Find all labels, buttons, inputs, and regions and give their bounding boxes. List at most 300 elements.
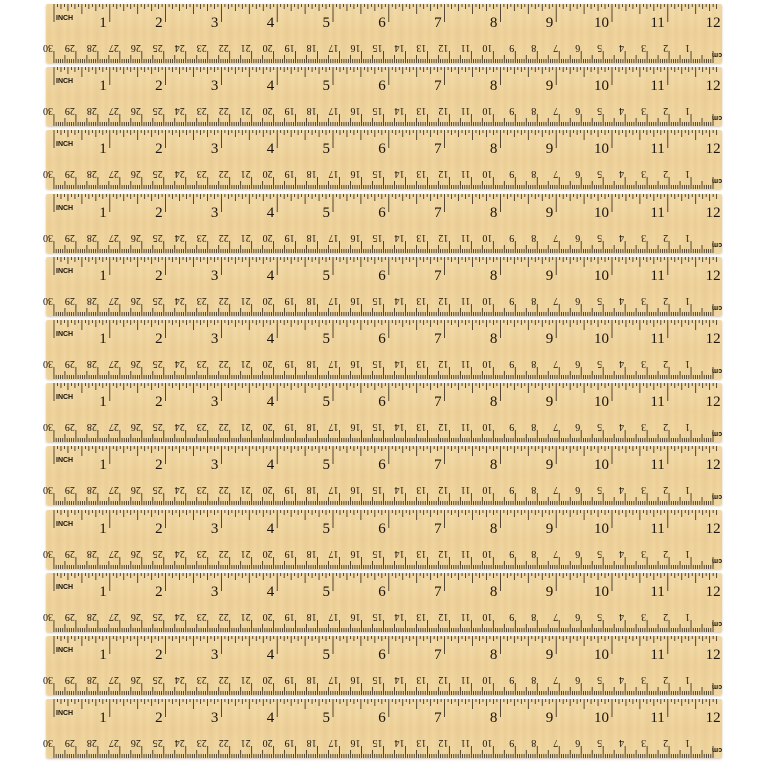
cm-number-label: 9 (509, 105, 515, 117)
cm-number-label: 10 (482, 737, 493, 749)
cm-number-label: 13 (416, 294, 427, 306)
cm-number-label: 5 (597, 421, 603, 433)
ruler-scale (42, 4, 723, 63)
cm-number-label: 4 (619, 484, 625, 496)
cm-number-label: 20 (262, 105, 273, 117)
cm-number-label: 28 (86, 105, 97, 117)
cm-number-label: 20 (262, 484, 273, 496)
cm-number-label: 14 (394, 484, 405, 496)
inch-unit-label: INCH (56, 331, 74, 338)
cm-number-label: 26 (130, 105, 141, 117)
cm-number-label: 30 (42, 421, 53, 433)
cm-number-label: 21 (240, 737, 251, 749)
inch-number-label: 6 (378, 141, 386, 158)
cm-number-label: 20 (262, 358, 273, 369)
cm-number-label: 28 (86, 42, 97, 53)
cm-number-label: 30 (42, 168, 53, 180)
cm-number-label: 14 (394, 42, 405, 53)
inch-number-label: 9 (545, 583, 554, 600)
cm-number-label: 27 (108, 421, 119, 433)
cm-number-label: 24 (174, 421, 185, 433)
cm-number-label: 30 (42, 42, 53, 53)
cm-number-label: 4 (619, 105, 625, 117)
cm-number-label: 17 (328, 105, 339, 117)
cm-number-label: 4 (619, 737, 625, 749)
inch-number-label: 6 (378, 331, 386, 347)
cm-number-label: 18 (306, 358, 317, 369)
cm-number-label: 11 (460, 168, 471, 180)
cm-number-label: 10 (482, 42, 493, 53)
cm-unit-label: cm (711, 493, 723, 501)
cm-number-label: 17 (328, 737, 339, 749)
cm-number-label: 19 (284, 42, 295, 53)
cm-number-label: 27 (108, 484, 119, 496)
inch-number-label: 4 (266, 331, 275, 347)
cm-number-label: 6 (575, 674, 581, 685)
cm-number-label: 10 (482, 484, 493, 496)
wooden-ruler (42, 636, 723, 695)
inch-number-label: 3 (210, 710, 219, 727)
cm-number-label: 11 (460, 484, 471, 496)
cm-unit-label: cm (711, 177, 723, 185)
inch-number-label: 11 (650, 141, 665, 158)
cm-number-label: 9 (509, 610, 515, 622)
inch-number-label: 2 (155, 710, 163, 727)
inch-number-label: 7 (434, 710, 442, 727)
cm-number-label: 27 (108, 737, 119, 749)
cm-number-label: 13 (416, 421, 427, 433)
cm-number-label: 5 (597, 294, 603, 306)
cm-number-label: 18 (306, 610, 317, 622)
cm-number-label: 23 (196, 294, 207, 306)
cm-number-label: 21 (240, 421, 251, 433)
cm-number-label: 19 (284, 358, 295, 369)
cm-number-label: 7 (553, 168, 559, 180)
cm-number-label: 13 (416, 168, 427, 180)
inch-number-label: 6 (378, 710, 386, 727)
cm-number-label: 18 (306, 168, 317, 180)
inch-number-label: 7 (434, 267, 442, 284)
cm-number-label: 29 (64, 105, 75, 117)
cm-number-label: 12 (438, 358, 449, 369)
inch-number-label: 12 (705, 331, 721, 347)
cm-number-label: 12 (438, 168, 449, 180)
cm-number-label: 22 (218, 610, 229, 622)
wooden-ruler (42, 383, 723, 442)
cm-number-label: 27 (108, 610, 119, 622)
cm-number-label: 12 (438, 105, 449, 117)
cm-number-label: 26 (130, 674, 141, 685)
inch-number-label: 10 (594, 331, 609, 347)
cm-number-label: 28 (86, 737, 97, 749)
cm-number-label: 20 (262, 294, 273, 306)
cm-number-label: 13 (416, 737, 427, 749)
inch-number-label: 8 (489, 15, 498, 31)
inch-number-label: 12 (705, 141, 721, 158)
wooden-ruler (42, 4, 723, 63)
cm-number-label: 17 (328, 294, 339, 306)
cm-number-label: 2 (663, 294, 669, 306)
cm-number-label: 12 (438, 610, 449, 622)
cm-number-label: 9 (509, 294, 515, 306)
cm-number-label: 10 (482, 547, 493, 559)
cm-number-label: 9 (509, 674, 515, 685)
inch-number-label: 10 (594, 710, 609, 727)
cm-number-label: 12 (438, 42, 449, 53)
cm-number-label: 1 (685, 42, 691, 53)
cm-number-label: 28 (86, 484, 97, 496)
cm-number-label: 10 (482, 105, 493, 117)
cm-number-label: 7 (553, 294, 559, 306)
inch-unit-label: INCH (56, 394, 74, 402)
cm-number-label: 11 (460, 610, 471, 622)
inch-number-label: 2 (155, 520, 163, 537)
cm-number-label: 30 (42, 294, 53, 306)
cm-number-label: 17 (328, 168, 339, 180)
cm-number-label: 7 (553, 610, 559, 622)
inch-number-label: 5 (322, 331, 330, 347)
inch-number-label: 8 (489, 331, 498, 347)
cm-number-label: 27 (108, 294, 119, 306)
cm-number-label: 18 (306, 674, 317, 685)
inch-number-label: 1 (99, 457, 107, 474)
cm-number-label: 25 (152, 674, 163, 685)
cm-number-label: 7 (553, 547, 559, 559)
cm-number-label: 5 (597, 610, 603, 622)
cm-number-label: 23 (196, 168, 207, 180)
cm-number-label: 6 (575, 737, 581, 749)
inch-number-label: 8 (489, 141, 498, 158)
cm-number-label: 14 (394, 168, 405, 180)
inch-unit-label: INCH (56, 78, 74, 86)
cm-number-label: 30 (42, 105, 53, 117)
cm-number-label: 18 (306, 42, 317, 53)
cm-number-label: 11 (460, 674, 471, 685)
cm-number-label: 5 (597, 105, 603, 117)
cm-number-label: 24 (174, 547, 185, 559)
inch-number-label: 12 (705, 394, 721, 411)
cm-number-label: 10 (482, 168, 493, 180)
cm-number-label: 28 (86, 421, 97, 433)
inch-unit-label: INCH (56, 710, 74, 718)
cm-number-label: 26 (130, 610, 141, 622)
cm-number-label: 21 (240, 294, 251, 306)
cm-number-label: 2 (663, 610, 669, 622)
cm-number-label: 14 (394, 610, 405, 622)
cm-number-label: 11 (460, 421, 471, 433)
cm-number-label: 22 (218, 674, 229, 685)
cm-number-label: 28 (86, 294, 97, 306)
cm-number-label: 16 (350, 105, 361, 117)
ruler-scale (42, 510, 723, 569)
inch-number-label: 4 (266, 710, 275, 727)
cm-number-label: 4 (619, 42, 625, 53)
cm-number-label: 5 (597, 737, 603, 749)
inch-number-label: 9 (545, 457, 554, 474)
cm-number-label: 21 (240, 105, 251, 117)
cm-number-label: 22 (218, 168, 229, 180)
cm-number-label: 6 (575, 484, 581, 496)
cm-number-label: 11 (460, 737, 471, 749)
ruler-scale (42, 383, 723, 442)
cm-number-label: 16 (350, 737, 361, 749)
inch-number-label: 9 (545, 141, 554, 158)
inch-number-label: 10 (594, 78, 609, 95)
inch-number-label: 12 (705, 267, 721, 284)
inch-number-label: 1 (99, 647, 107, 663)
cm-number-label: 3 (641, 42, 647, 53)
inch-number-label: 2 (155, 15, 163, 31)
inch-number-label: 5 (322, 267, 330, 284)
cm-number-label: 29 (64, 547, 75, 559)
cm-number-label: 2 (663, 421, 669, 433)
cm-number-label: 28 (86, 674, 97, 685)
cm-number-label: 6 (575, 358, 581, 369)
cm-number-label: 22 (218, 484, 229, 496)
inch-number-label: 4 (266, 141, 275, 158)
cm-number-label: 3 (641, 737, 647, 749)
cm-number-label: 23 (196, 358, 207, 369)
inch-number-label: 3 (210, 394, 219, 411)
cm-number-label: 15 (372, 484, 383, 496)
inch-number-label: 5 (322, 394, 330, 411)
wooden-ruler (42, 257, 723, 316)
inch-number-label: 3 (210, 267, 219, 284)
cm-number-label: 14 (394, 421, 405, 433)
cm-number-label: 24 (174, 168, 185, 180)
cm-number-label: 17 (328, 358, 339, 369)
cm-number-label: 2 (663, 42, 669, 53)
inch-number-label: 1 (99, 331, 107, 347)
cm-number-label: 3 (641, 610, 647, 622)
cm-number-label: 24 (174, 105, 185, 117)
inch-number-label: 8 (489, 583, 498, 600)
cm-number-label: 4 (619, 231, 625, 243)
cm-number-label: 5 (597, 547, 603, 559)
inch-unit-label: INCH (56, 267, 74, 275)
inch-number-label: 2 (155, 394, 163, 411)
cm-number-label: 27 (108, 168, 119, 180)
cm-number-label: 27 (108, 105, 119, 117)
cm-number-label: 25 (152, 168, 163, 180)
cm-number-label: 25 (152, 42, 163, 53)
inch-number-label: 6 (378, 647, 386, 663)
inch-number-label: 2 (155, 78, 163, 95)
cm-number-label: 24 (174, 484, 185, 496)
ruler-scale (42, 257, 723, 316)
inch-number-label: 1 (99, 78, 107, 95)
cm-number-label: 2 (663, 484, 669, 496)
wooden-ruler (42, 320, 723, 379)
cm-number-label: 20 (262, 231, 273, 243)
inch-number-label: 6 (378, 267, 386, 284)
cm-number-label: 14 (394, 358, 405, 369)
cm-number-label: 28 (86, 168, 97, 180)
cm-number-label: 10 (482, 610, 493, 622)
ruler-scale (42, 636, 723, 695)
inch-number-label: 5 (322, 141, 330, 158)
cm-number-label: 15 (372, 168, 383, 180)
cm-number-label: 18 (306, 547, 317, 559)
cm-number-label: 5 (597, 484, 603, 496)
cm-number-label: 4 (619, 610, 625, 622)
cm-number-label: 29 (64, 737, 75, 749)
inch-number-label: 4 (266, 583, 275, 600)
ruler-scale (42, 67, 723, 126)
cm-number-label: 21 (240, 42, 251, 53)
inch-number-label: 8 (489, 204, 498, 221)
inch-number-label: 11 (650, 457, 665, 474)
cm-number-label: 11 (460, 105, 471, 117)
cm-number-label: 19 (284, 674, 295, 685)
cm-number-label: 3 (641, 484, 647, 496)
inch-number-label: 9 (545, 267, 554, 284)
inch-number-label: 4 (266, 15, 275, 31)
cm-number-label: 16 (350, 168, 361, 180)
cm-number-label: 29 (64, 421, 75, 433)
wooden-ruler (42, 573, 723, 632)
cm-number-label: 23 (196, 484, 207, 496)
cm-number-label: 15 (372, 231, 383, 243)
inch-number-label: 11 (650, 331, 665, 347)
cm-number-label: 22 (218, 358, 229, 369)
cm-unit-label: cm (711, 430, 723, 438)
inch-number-label: 3 (210, 520, 219, 537)
cm-number-label: 15 (372, 358, 383, 369)
inch-number-label: 2 (155, 141, 163, 158)
inch-number-label: 4 (266, 457, 275, 474)
cm-number-label: 14 (394, 231, 405, 243)
cm-number-label: 12 (438, 674, 449, 685)
cm-number-label: 22 (218, 294, 229, 306)
cm-number-label: 23 (196, 421, 207, 433)
cm-number-label: 30 (42, 231, 53, 243)
cm-number-label: 9 (509, 421, 515, 433)
inch-number-label: 2 (155, 267, 163, 284)
inch-number-label: 3 (210, 647, 219, 663)
inch-number-label: 9 (545, 204, 554, 221)
inch-number-label: 1 (99, 204, 107, 221)
cm-number-label: 22 (218, 231, 229, 243)
cm-number-label: 25 (152, 484, 163, 496)
cm-number-label: 8 (531, 421, 537, 433)
cm-number-label: 24 (174, 294, 185, 306)
inch-number-label: 1 (99, 267, 107, 284)
inch-number-label: 7 (434, 457, 442, 474)
cm-number-label: 5 (597, 358, 603, 369)
cm-number-label: 21 (240, 484, 251, 496)
cm-number-label: 18 (306, 484, 317, 496)
inch-number-label: 12 (705, 78, 721, 95)
cm-unit-label: cm (711, 746, 723, 754)
cm-number-label: 3 (641, 294, 647, 306)
cm-number-label: 26 (130, 168, 141, 180)
cm-number-label: 19 (284, 294, 295, 306)
inch-unit-label: INCH (56, 141, 74, 149)
ruler-scale (42, 573, 723, 632)
inch-number-label: 10 (594, 141, 609, 158)
cm-number-label: 29 (64, 42, 75, 53)
cm-number-label: 26 (130, 547, 141, 559)
cm-number-label: 8 (531, 294, 537, 306)
inch-number-label: 11 (650, 78, 665, 95)
inch-number-label: 7 (434, 204, 442, 221)
cm-number-label: 23 (196, 737, 207, 749)
cm-number-label: 16 (350, 610, 361, 622)
inch-number-label: 7 (434, 583, 442, 600)
cm-number-label: 6 (575, 168, 581, 180)
cm-number-label: 23 (196, 674, 207, 685)
cm-number-label: 7 (553, 358, 559, 369)
cm-number-label: 9 (509, 358, 515, 369)
cm-number-label: 7 (553, 737, 559, 749)
cm-number-label: 25 (152, 737, 163, 749)
cm-number-label: 21 (240, 674, 251, 685)
cm-number-label: 16 (350, 547, 361, 559)
cm-number-label: 14 (394, 674, 405, 685)
cm-unit-label: cm (711, 683, 723, 690)
cm-number-label: 23 (196, 547, 207, 559)
inch-number-label: 1 (99, 15, 107, 31)
cm-number-label: 13 (416, 105, 427, 117)
inch-number-label: 5 (322, 15, 330, 31)
cm-number-label: 1 (685, 294, 691, 306)
cm-number-label: 8 (531, 231, 537, 243)
cm-number-label: 23 (196, 105, 207, 117)
inch-number-label: 4 (266, 647, 275, 663)
cm-number-label: 3 (641, 358, 647, 369)
inch-unit-label: INCH (56, 15, 74, 22)
cm-number-label: 28 (86, 610, 97, 622)
cm-number-label: 14 (394, 737, 405, 749)
cm-number-label: 13 (416, 674, 427, 685)
cm-number-label: 30 (42, 674, 53, 685)
inch-number-label: 3 (210, 78, 219, 95)
cm-number-label: 22 (218, 105, 229, 117)
cm-number-label: 12 (438, 737, 449, 749)
cm-number-label: 13 (416, 358, 427, 369)
cm-number-label: 11 (460, 231, 471, 243)
cm-number-label: 2 (663, 231, 669, 243)
inch-number-label: 9 (545, 647, 554, 663)
inch-number-label: 9 (545, 78, 554, 95)
cm-number-label: 2 (663, 737, 669, 749)
inch-number-label: 10 (594, 647, 609, 663)
inch-number-label: 1 (99, 520, 107, 537)
inch-number-label: 2 (155, 331, 163, 347)
cm-number-label: 18 (306, 737, 317, 749)
cm-number-label: 26 (130, 421, 141, 433)
cm-number-label: 19 (284, 737, 295, 749)
cm-number-label: 3 (641, 547, 647, 559)
cm-number-label: 12 (438, 231, 449, 243)
cm-number-label: 8 (531, 610, 537, 622)
inch-number-label: 7 (434, 141, 442, 158)
cm-number-label: 14 (394, 105, 405, 117)
cm-number-label: 1 (685, 610, 691, 622)
inch-number-label: 11 (650, 710, 665, 727)
cm-number-label: 8 (531, 105, 537, 117)
inch-unit-label: INCH (56, 647, 74, 654)
inch-number-label: 4 (266, 267, 275, 284)
cm-number-label: 29 (64, 610, 75, 622)
cm-number-label: 27 (108, 231, 119, 243)
ruler-scale (42, 320, 723, 379)
inch-number-label: 9 (545, 15, 554, 31)
ruler-scale (42, 130, 723, 189)
cm-number-label: 3 (641, 421, 647, 433)
inch-number-label: 5 (322, 204, 330, 221)
